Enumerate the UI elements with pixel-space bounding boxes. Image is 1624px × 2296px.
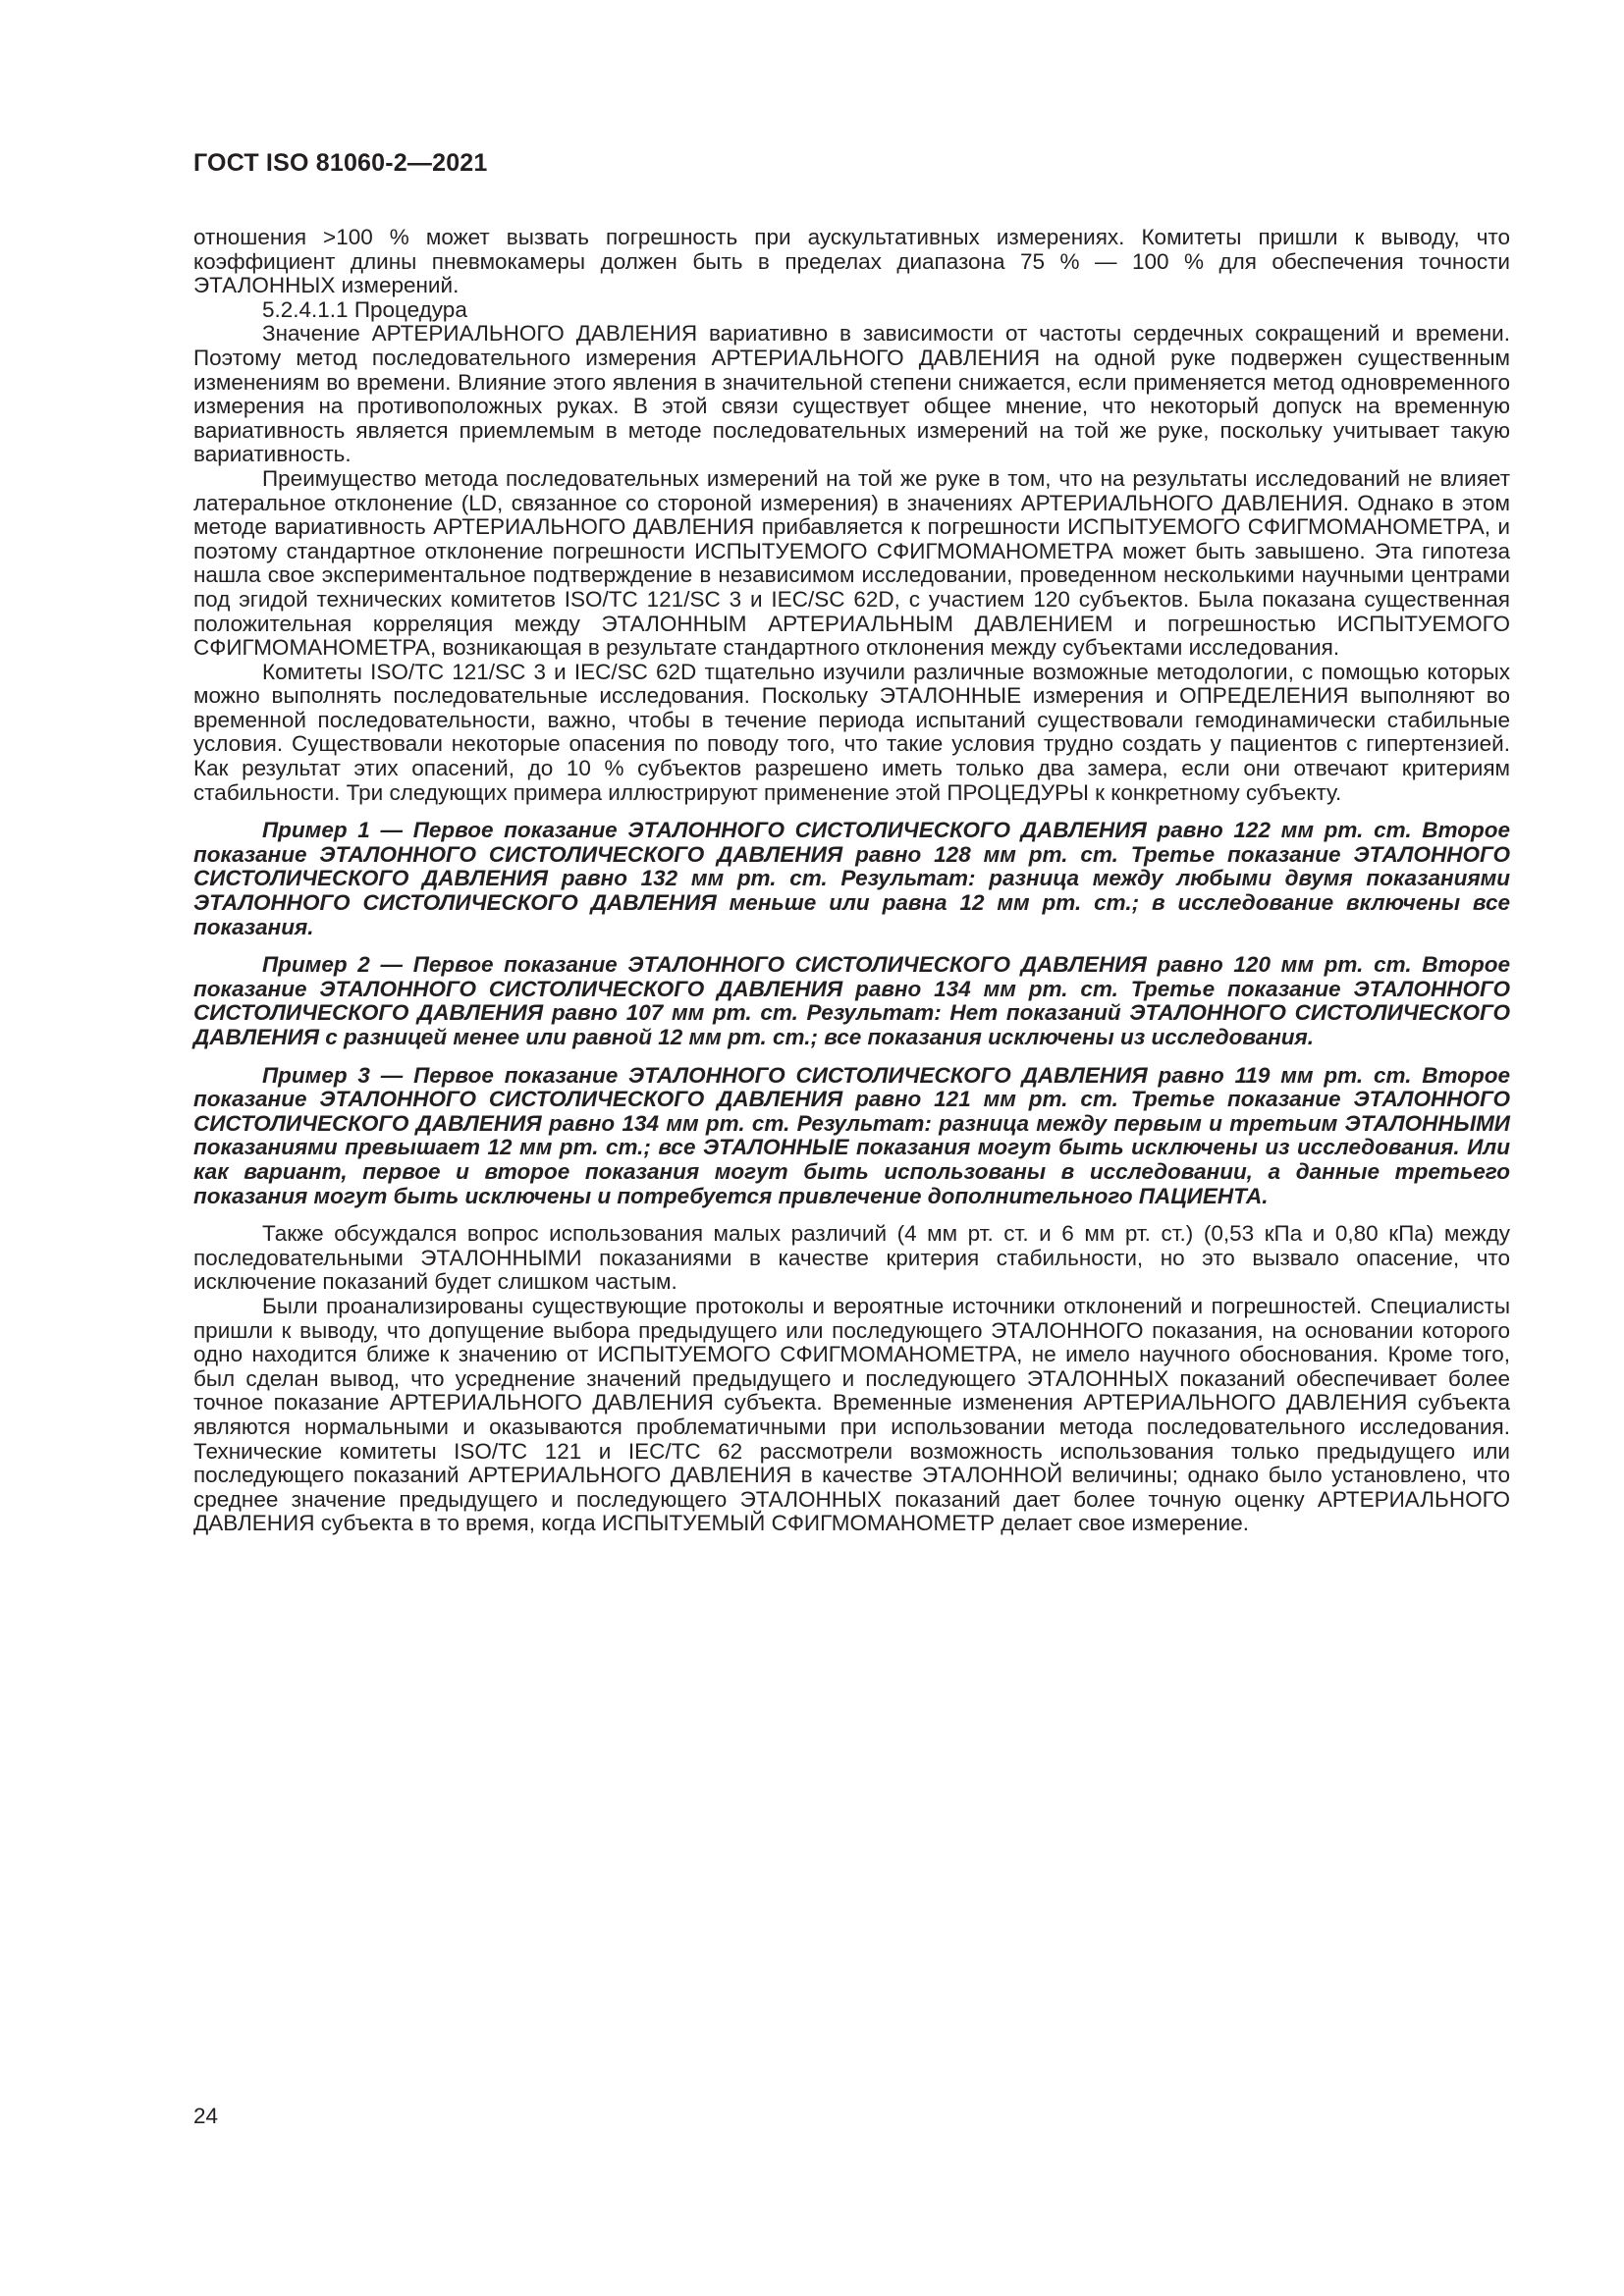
example-2: Пример 2 — Первое показание ЭТАЛОННОГО СИСТОЛИЧЕСКОГО ДАВЛЕНИЯ равно 120 мм рт. ст. Второе показание ЭТАЛОННОГО СИСТОЛИЧЕСКОГО ДАВЛЕНИЯ равно 134 мм рт. ст. Третье показание ЭТАЛОННОГО СИСТОЛИЧЕСКОГО ДАВЛЕНИЯ равно 107 мм рт. ст. Результат: Нет показаний ЭТАЛОННОГО СИСТОЛИЧЕСКОГО ДАВЛЕНИЯ с разницей менее или равной 12 мм рт. ст.; все показания исключены из исследования.	[193, 952, 1510, 1049]
paragraph-small-differences: Также обсуждался вопрос использования малых различий (4 мм рт. ст. и 6 мм рт. ст.) (0,53 кПа и 0,80 кПа) между последовательными ЭТАЛОННЫМИ показаниями в качестве критерия стабильности, но это вызвало опасение, что исключение показаний будет слишком частым.	[193, 1221, 1510, 1295]
standard-header: ГОСТ ISO 81060-2—2021	[193, 149, 488, 177]
paragraph-same-arm-advantage: Преимущество метода последовательных измерений на той же руке в том, что на результаты исследований не влияет латеральное отклонение (LD, связанное со стороной измерения) в значениях АРТЕРИАЛЬНОГО ДАВЛЕНИЯ. Однако в этом методе вариативность АРТЕРИАЛЬНОГО ДАВЛЕНИЯ прибавляется к погрешности ИСПЫТУЕМОГО СФИГМОМАНОМЕТРА, и поэтому стандартное отклонение погрешности ИСПЫТУЕМОГО СФИГМОМАНОМЕТРА может быть завышено. Эта гипотеза нашла свое экспериментальное подтверждение в независимом исследовании, проведенном несколькими научными центрами под эгидой технических комитетов ISO/TC 121/SC 3 и IEC/SC 62D, с участием 120 субъектов. Была показана существенная положительная корреляция между ЭТАЛОННЫМ АРТЕРИАЛЬНЫМ ДАВЛЕНИЕМ и погрешностью ИСПЫТУЕМОГО СФИГМОМАНОМЕТРА, возникающая в результате стандартного отклонения между субъектами исследования.	[193, 465, 1510, 661]
paragraph-protocol-analysis: Были проанализированы существующие протоколы и вероятные источники отклонений и погрешностей. Специалисты пришли к выводу, что допущение выбора предыдущего или последующего ЭТАЛОННОГО показания, на основании которого одно находится ближе к значению от ИСПЫТУЕМОГО СФИГМОМАНОМЕТРА, не имело научного обоснования. Кроме того, был сделан вывод, что усреднение значений предыдущего и последующего ЭТАЛОННЫХ показаний обеспечивает более точное показание АРТЕРИАЛЬНОГО ДАВЛЕНИЯ субъекта. Временные изменения АРТЕРИАЛЬНОГО ДАВЛЕНИЯ субъекта являются нормальными и оказываются проблематичными при использовании метода последовательного исследования. Технические комитеты ISO/TC 121 и IEC/TC 62 рассмотрели возможность использования только предыдущего или последующего показаний АРТЕРИАЛЬНОГО ДАВЛЕНИЯ в качестве ЭТАЛОННОЙ величины; однако было установлено, что среднее значение предыдущего и последующего ЭТАЛОННЫХ показаний дает более точную оценку АРТЕРИАЛЬНОГО ДАВЛЕНИЯ субъекта в то время, когда ИСПЫТУЕМЫЙ СФИГМОМАНОМЕТР делает свое измерение.	[193, 1293, 1510, 1536]
example-3: Пример 3 — Первое показание ЭТАЛОННОГО СИСТОЛИЧЕСКОГО ДАВЛЕНИЯ равно 119 мм рт. ст. Второе показание ЭТАЛОННОГО СИСТОЛИЧЕСКОГО ДАВЛЕНИЯ равно 121 мм рт. ст. Третье показание ЭТАЛОННОГО СИСТОЛИЧЕСКОГО ДАВЛЕНИЯ равно 134 мм рт. ст. Результат: разница между первым и третьим ЭТАЛОННЫМИ показаниями превышает 12 мм рт. ст.; все ЭТАЛОННЫЕ показания могут быть исключены из исследования. Или как вариант, первое и второе показания могут быть использованы в исследовании, а данные третьего показания могут быть исключены и потребуется привлечение дополнительного ПАЦИЕНТА.	[193, 1062, 1510, 1208]
paragraph-committees-methodology: Комитеты ISO/TC 121/SC 3 и IEC/SC 62D тщательно изучили различные возможные методологии, с помощью которых можно выполнять последовательные исследования. Поскольку ЭТАЛОННЫЕ измерения и ОПРЕДЕЛЕНИЯ выполняют во временной последовательности, важно, чтобы в течение периода испытаний существовали гемодинамически стабильные условия. Существовали некоторые опасения по поводу того, что такие условия трудно создать у пациентов с гипертензией. Как результат этих опасений, до 10 % субъектов разрешено иметь только два замера, если они отвечают критериям стабильности. Три следующих примера иллюстрируют применение этой ПРОЦЕДУРЫ к конкретному субъекту.	[193, 659, 1510, 805]
example-1: Пример 1 — Первое показание ЭТАЛОННОГО СИСТОЛИЧЕСКОГО ДАВЛЕНИЯ равно 122 мм рт. ст. Второе показание ЭТАЛОННОГО СИСТОЛИЧЕСКОГО ДАВЛЕНИЯ равно 128 мм рт. ст. Третье показание ЭТАЛОННОГО СИСТОЛИЧЕСКОГО ДАВЛЕНИЯ равно 132 мм рт. ст. Результат: разница между любыми двумя показаниями ЭТАЛОННОГО СИСТОЛИЧЕСКОГО ДАВЛЕНИЯ меньше или равна 12 мм рт. ст.; в исследование включены все показания.	[193, 818, 1510, 939]
paragraph-bp-variability: Значение АРТЕРИАЛЬНОГО ДАВЛЕНИЯ вариативно в зависимости от частоты сердечных сокращений и времени. Поэтому метод последовательного измерения АРТЕРИАЛЬНОГО ДАВЛЕНИЯ на одной руке подвержен существенным изменениям во времени. Влияние этого явления в значительной степени снижается, если применяется метод одновременного измерения на противоположных руках. В этой связи существует общее мнение, что некоторый допуск на временную вариативность является приемлемым в методе последовательных измерений на той же руке, поскольку учитывает такую вариативность.	[193, 321, 1510, 467]
document-body	[193, 226, 1510, 1536]
paragraph-continuation: отношения >100 % может вызвать погрешность при аускультативных измерениях. Комитеты пришли к выводу, что коэффициент длины пневмокамеры должен быть в пределах диапазона 75 % — 100 % для обеспечения точности ЭТАЛОННЫХ измерений.	[193, 225, 1510, 298]
page-number: 24	[193, 2104, 219, 2128]
clause-heading-procedure: 5.2.4.1.1 Процедура	[262, 296, 467, 322]
